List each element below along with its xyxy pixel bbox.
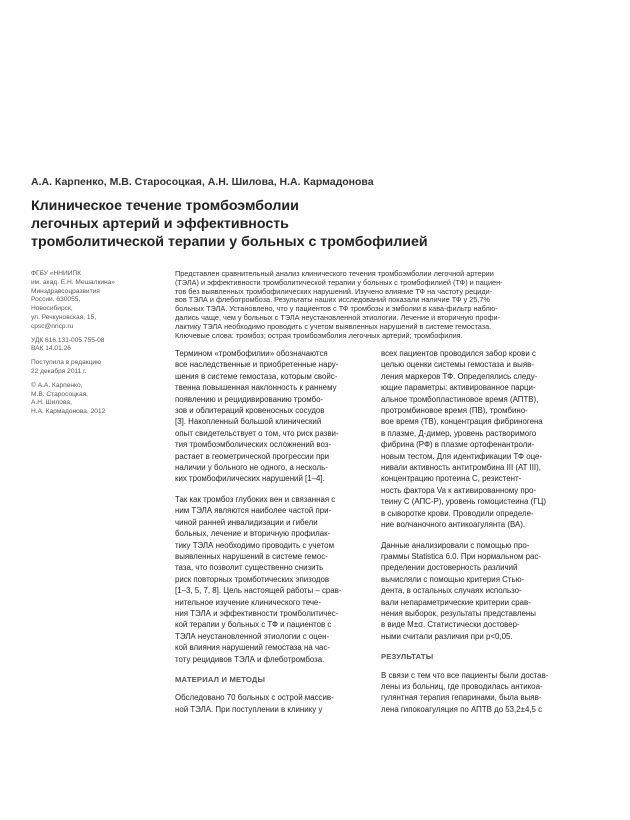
affiliation-email[interactable]: cpsc@nricp.ru	[31, 322, 74, 330]
udc-code: УДК 616.131-005.755-08	[31, 336, 105, 344]
text-line: дента, в остальных случаях использо-	[381, 586, 522, 596]
text-line: в сыворотке крови. Проводили определе-	[381, 508, 534, 518]
text-line: в виде M±σ. Статистически достовер-	[381, 620, 520, 630]
affiliation-line: Минздравсоцразвития	[31, 287, 100, 295]
abstract-line: дались чаще, чем у больных с ТЭЛА неустановленной этиологии. Лечение и вторичную профи-	[175, 312, 501, 322]
copyright-line: М.В. Старосоцкая,	[31, 390, 89, 398]
text-line: ными считали различия при р<0,05.	[381, 631, 513, 641]
received-line: Поступила в редакцию	[31, 359, 102, 367]
title-line: Клиническое течение тромбоэмболии	[31, 198, 299, 214]
copyright-line: © А.А. Карпенко,	[31, 381, 83, 389]
abstract-line: Представлен сравнительный анализ клинического течения тромбоэмболии легочной артерии	[175, 269, 494, 278]
text-line: выявленных нарушений в системе гемос-	[175, 551, 328, 561]
affiliation-line: им. акад. Е.Н. Мешалкина»	[31, 278, 115, 286]
affiliation-line: ФГБУ «ННИИПК	[31, 270, 82, 277]
affiliation-line: Новосибирск,	[31, 305, 73, 313]
title-line: легочных артерий и эффективность	[31, 216, 289, 232]
text-line: пределении достоверность различий	[381, 563, 518, 573]
affiliation-block	[31, 270, 166, 332]
text-line: нивали активность антитромбина III (AT III),	[381, 463, 541, 473]
copyright-line: А.Н. Шилова,	[31, 399, 72, 407]
affiliation-line: России, 630055,	[31, 296, 81, 304]
paragraph-lab-tests	[381, 348, 569, 531]
text-line: гулянтная терапия гепаринами, была выяв-	[381, 693, 542, 703]
vak-code: ВАК 14.01.26	[31, 345, 71, 353]
text-line: целью оценки системы гемостаза и выяв-	[381, 360, 534, 370]
text-line: нительное изучение клинического тече-	[175, 597, 321, 607]
text-line: ющие параметры: активированное парци-	[381, 383, 536, 393]
text-line: вычисляли с помощью критерия Стью-	[381, 574, 525, 584]
text-line: альное тромбопластиновое время (АПТВ),	[381, 394, 539, 404]
text-line: ления маркеров ТФ. Определялись следу-	[381, 371, 538, 381]
paragraph-methods	[175, 692, 363, 715]
text-line: опыт свидетельствует о том, что риск разви-	[175, 428, 339, 438]
article-sidebar	[31, 270, 166, 417]
text-line: тия тромбоэмболических осложнений воз-	[175, 440, 332, 450]
text-line: В связи с тем что все пациенты были достав-	[381, 670, 549, 680]
section-heading-methods: МАТЕРИАЛ И МЕТОДЫ	[175, 674, 266, 684]
text-line: ние волчаночного антикоагулянта (ВА).	[381, 520, 526, 530]
body-column-left	[175, 348, 363, 715]
text-line: тоту рецидивов ТЭЛА и флеботромбоза.	[175, 654, 325, 664]
text-line: фибрина (РФ) в плазме ортофенантроли-	[381, 440, 535, 450]
body-column-right	[381, 348, 569, 715]
abstract-line: тов без выявленных тромбофилических нарушений. Изучено влияние ТФ на частоту рециди-	[175, 286, 493, 296]
abstract-line: (ТЭЛА) и эффективности тромболитической терапии у больных с тромбофилией (ТФ) и пациен-	[175, 277, 503, 287]
paragraph-results	[381, 670, 569, 716]
paragraph-intro	[175, 348, 363, 485]
text-line: ность фактора Va к активированному про-	[381, 485, 537, 495]
article-authors: А.А. Карпенко, М.В. Старосоцкая, А.Н. Шилова, Н.А. Кармадонова	[31, 176, 374, 188]
text-line: вали непараметрические критерии срав-	[381, 597, 531, 607]
text-line: нения выборок, результаты представлены	[381, 608, 536, 618]
paragraph-statistics	[381, 540, 569, 643]
text-line: новым тестом. Для идентификации ТФ оце-	[381, 451, 543, 461]
text-line: в плазме, Д-димер, уровень растворимого	[381, 428, 537, 438]
text-line: кой влияния нарушений гемостаза на час-	[175, 643, 331, 653]
text-line: ТЭЛА неустановленной этиологии с оцен-	[175, 631, 330, 641]
text-line: ния ТЭЛА и эффективности тромболитичес-	[175, 608, 339, 618]
text-line: риск повторных тромботических эпизодов	[175, 574, 330, 584]
title-line: тромболитической терапии у больных с тромбофилией	[31, 234, 428, 250]
text-line: концентрацию протеина С, резистент-	[381, 474, 522, 484]
text-line: протромбиновое время (ПВ), тромбино-	[381, 406, 528, 416]
text-line: всех пациентов проводился забор крови с	[381, 349, 536, 358]
text-line: лены из больниц, где проводилась антикоа-	[381, 681, 543, 691]
copyright-line: Н.А. Кармадонова, 2012	[31, 408, 106, 416]
text-line: твенна повышенная наклонность к раннему	[175, 383, 337, 393]
text-line: вое время (ТВ), концентрация фибриногена	[381, 417, 543, 427]
text-line: Обследовано 70 больных с острой массив-	[175, 693, 334, 703]
abstract-line: больных ТЭЛА. Установлено, что у пациентов с ТФ тромбозы и эмболии в кава-фильтр наблю-	[175, 304, 498, 314]
text-line: появлению и рецидивированию тромбо-	[175, 394, 324, 404]
text-line: ной ТЭЛА. При поступлении в клинику у	[175, 704, 323, 714]
classification-codes	[31, 337, 166, 355]
keywords-line: Ключевые слова: тромбоз; острая тромбоэмболия легочных артерий; тромбофилия.	[175, 330, 463, 340]
abstract-line: вов ТЭЛА и флеботромбоза. Результаты наших исследований показали наличие ТФ у 25,7%	[175, 295, 490, 305]
article-title	[31, 197, 601, 251]
text-line: Данные анализировали с помощью про-	[381, 540, 530, 550]
text-line: больных, лечение и вторичную профилак-	[175, 529, 331, 539]
article-abstract	[175, 270, 600, 340]
text-line: таза, что позволит существенно снизить	[175, 563, 324, 573]
text-line: растает в геометрической прогрессии при	[175, 451, 330, 461]
section-heading-results: РЕЗУЛЬТАТЫ	[381, 652, 434, 662]
abstract-line: лактику ТЭЛА необходимо проводить с учетом выявленных нарушений в системе гемостаза.	[175, 321, 492, 331]
text-line: теину С (АПС-Р), уровень гомоцистеина (ГЦ)	[381, 497, 546, 507]
text-line: Термином «тромбофилии» обозначаются	[175, 349, 328, 358]
text-line: тику ТЭЛА необходимо проводить с учетом	[175, 540, 334, 550]
text-line: кой терапии у больных с ТФ и пациентов с	[175, 620, 332, 630]
text-line: [3]. Накопленный большой клинический	[175, 417, 322, 427]
text-line: граммы Statistica 6.0. При нормальном рас-	[381, 551, 541, 561]
text-line: наличии у больного не одного, а несколь-	[175, 463, 328, 473]
affiliation-line: ул. Речкуновская, 15,	[31, 313, 97, 321]
copyright-block	[31, 382, 166, 417]
received-date	[31, 359, 166, 377]
text-line: Так как тромбоз глубоких вен и связанная с	[175, 494, 336, 504]
text-line: лена гипокоагуляция по АПТВ до 53,2±4,5 с	[381, 704, 543, 714]
text-line: чиной ранней инвалидизации и гибели	[175, 517, 318, 527]
text-line: ним ТЭЛА являются наиболее частой при-	[175, 506, 332, 516]
received-line: 22 декабря 2011 г.	[31, 367, 87, 375]
text-line: ких тромбофилических нарушений [1–4].	[175, 474, 325, 484]
paragraph-aim	[175, 494, 363, 665]
text-line: шения в системе гемостаза, которым свойс-	[175, 371, 338, 381]
text-line: все наследственные и приобретенные нару-	[175, 360, 339, 370]
text-line: зов и облитераций кровеносных сосудов	[175, 406, 325, 416]
text-line: [1–3, 5, 7, 8]. Цель настоящей работы – срав-	[175, 586, 342, 596]
